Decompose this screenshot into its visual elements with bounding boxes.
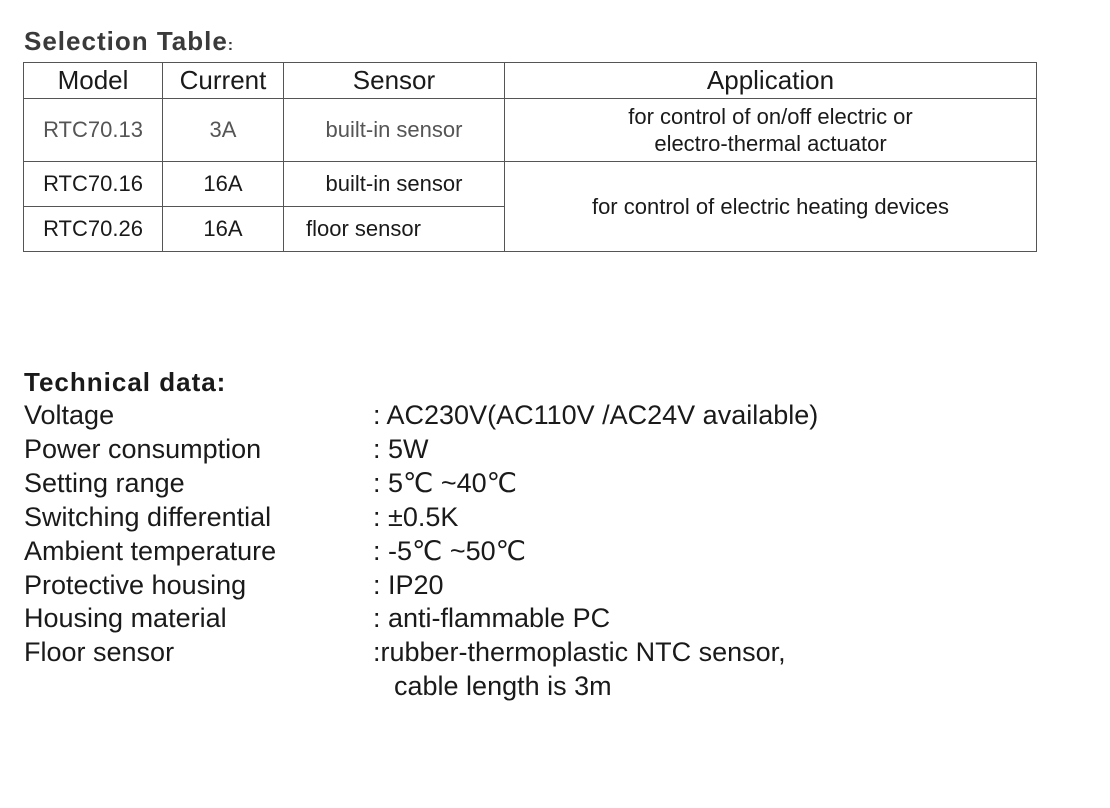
spec-value: : -5℃ ~50℃ xyxy=(373,536,526,566)
technical-data-title: Technical data: xyxy=(24,367,227,397)
application-line-1: for control of on/off electric or xyxy=(628,104,913,129)
spec-label: Setting range xyxy=(24,468,185,498)
spec-label: Switching differential xyxy=(24,502,272,532)
spec-value: : ±0.5K xyxy=(373,502,459,532)
spec-value: : anti-flammable PC xyxy=(373,603,611,633)
cell-model: RTC70.16 xyxy=(24,162,163,207)
selection-table-title xyxy=(24,26,234,57)
spec-value: : IP20 xyxy=(373,570,444,600)
spec-row-protective-housing xyxy=(24,568,1024,602)
cell-application-shared: for control of electric heating devices xyxy=(505,162,1037,252)
spec-value: : 5℃ ~40℃ xyxy=(373,468,517,498)
spec-row-ambient-temperature xyxy=(24,534,1024,568)
spec-row-switching-differential xyxy=(24,500,1024,534)
spec-label: Housing material xyxy=(24,603,227,633)
table-header-row xyxy=(24,63,1037,99)
header-application: Application xyxy=(505,63,1037,99)
cell-sensor: built-in sensor xyxy=(284,99,505,162)
spec-value: : 5W xyxy=(373,434,429,464)
header-model: Model xyxy=(24,63,163,99)
header-sensor: Sensor xyxy=(284,63,505,99)
application-line-2: electro-thermal actuator xyxy=(654,131,887,156)
cell-application xyxy=(505,99,1037,162)
cell-current: 16A xyxy=(163,207,284,252)
selection-table-title-text: Selection Table xyxy=(24,26,228,56)
spec-label: Floor sensor xyxy=(24,637,175,667)
cell-current: 16A xyxy=(163,162,284,207)
spec-row-setting-range xyxy=(24,466,1024,500)
header-current: Current xyxy=(163,63,284,99)
table-row xyxy=(24,99,1037,162)
spec-label: Ambient temperature xyxy=(24,536,277,566)
cell-current: 3A xyxy=(163,99,284,162)
selection-table-title-colon: : xyxy=(227,37,235,54)
cell-model: RTC70.26 xyxy=(24,207,163,252)
selection-table xyxy=(23,62,1037,252)
spec-row-floor-sensor xyxy=(24,635,1024,669)
spec-row-housing-material xyxy=(24,601,1024,635)
spec-row-power xyxy=(24,432,1024,466)
cell-sensor: floor sensor xyxy=(284,207,505,252)
spec-label: Power consumption xyxy=(24,434,262,464)
table-row xyxy=(24,162,1037,207)
spec-floor-sensor-continuation: cable length is 3m xyxy=(394,671,612,701)
cell-model: RTC70.13 xyxy=(24,99,163,162)
spec-value: : AC230V(AC110V /AC24V available) xyxy=(373,400,819,430)
spec-value: :rubber-thermoplastic NTC sensor, xyxy=(373,637,786,667)
spec-row-voltage xyxy=(24,398,1024,432)
cell-sensor: built-in sensor xyxy=(284,162,505,207)
spec-label: Voltage xyxy=(24,400,115,430)
spec-label: Protective housing xyxy=(24,570,247,600)
